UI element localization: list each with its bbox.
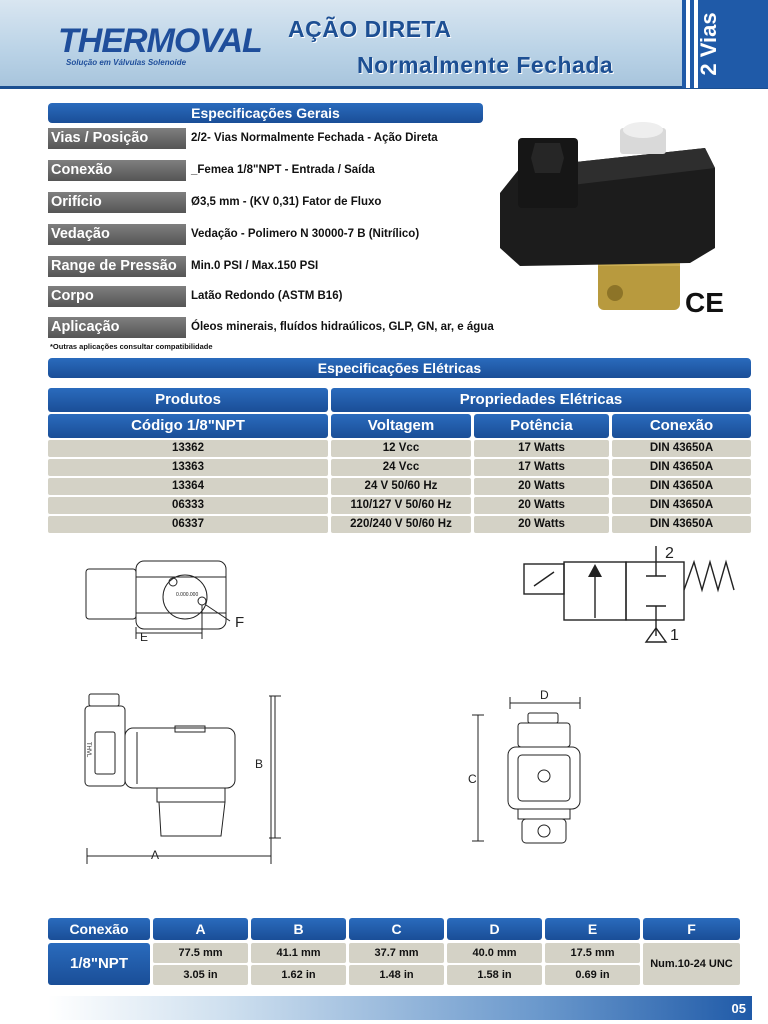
electrical-specs-title: Especificações Elétricas bbox=[48, 358, 751, 378]
spec-value: Ø3,5 mm - (KV 0,31) Fator de Fluxo bbox=[191, 196, 382, 208]
dimension-value: 3.05 in bbox=[153, 965, 248, 985]
spec-value: Vedação - Polimero N 30000-7 B (Nitrílico) bbox=[191, 228, 420, 240]
general-specs-title: Especificações Gerais bbox=[48, 103, 483, 123]
table-cell: 06337 bbox=[48, 516, 328, 533]
port-1-label: 1 bbox=[670, 627, 679, 644]
dimension-value: 37.7 mm bbox=[349, 943, 444, 963]
table-cell: 13362 bbox=[48, 440, 328, 457]
label-f: F bbox=[235, 614, 245, 631]
company-logo: THERMOVAL bbox=[58, 22, 262, 60]
dimension-value: 1.58 in bbox=[447, 965, 542, 985]
dimension-value: 40.0 mm bbox=[447, 943, 542, 963]
dimension-connection: 1/8"NPT bbox=[48, 943, 150, 985]
column-header: Voltagem bbox=[331, 414, 471, 438]
spec-label: Conexão bbox=[48, 160, 186, 181]
table-cell: 20 Watts bbox=[474, 516, 609, 533]
table-cell: 12 Vcc bbox=[331, 440, 471, 457]
dimension-value: 1.62 in bbox=[251, 965, 346, 985]
table-cell: DIN 43650A bbox=[612, 478, 751, 495]
dimension-header: E bbox=[545, 918, 640, 940]
column-header: Conexão bbox=[612, 414, 751, 438]
spec-label: Orifício bbox=[48, 192, 186, 213]
svg-text:0.000.000: 0.000.000 bbox=[176, 592, 199, 598]
spec-label: Vedação bbox=[48, 224, 186, 245]
dimension-header: Conexão bbox=[48, 918, 150, 940]
table-cell: 13363 bbox=[48, 459, 328, 476]
table-cell: DIN 43650A bbox=[612, 459, 751, 476]
ce-mark: CE bbox=[685, 287, 724, 318]
page-title-line1: AÇÃO DIRETA bbox=[288, 16, 452, 42]
dimension-value: 0.69 in bbox=[545, 965, 640, 985]
label-a: A bbox=[151, 848, 160, 862]
label-b: B bbox=[255, 757, 264, 771]
page-number: 05 bbox=[731, 1001, 746, 1016]
top-view-drawing bbox=[80, 555, 280, 655]
column-header: Potência bbox=[474, 414, 609, 438]
label-e: E bbox=[140, 630, 149, 644]
electrical-props-header: Propriedades Elétricas bbox=[331, 388, 751, 412]
spec-label: Corpo bbox=[48, 286, 186, 307]
spec-label: Vias / Posição bbox=[48, 128, 186, 149]
table-cell: 17 Watts bbox=[474, 459, 609, 476]
dimension-header: F bbox=[643, 918, 740, 940]
page-footer bbox=[48, 996, 752, 1020]
spec-value: Latão Redondo (ASTM B16) bbox=[191, 290, 343, 302]
dimension-header: A bbox=[153, 918, 248, 940]
products-header: Produtos bbox=[48, 388, 328, 412]
table-cell: DIN 43650A bbox=[612, 440, 751, 457]
product-photo bbox=[490, 108, 730, 323]
dimension-value: 77.5 mm bbox=[153, 943, 248, 963]
front-view-drawing bbox=[460, 685, 610, 855]
label-c: C bbox=[468, 772, 477, 786]
dimension-header: C bbox=[349, 918, 444, 940]
spec-value: Min.0 PSI / Max.150 PSI bbox=[191, 260, 319, 272]
dimension-value: 41.1 mm bbox=[251, 943, 346, 963]
table-cell: 220/240 V 50/60 Hz bbox=[331, 516, 471, 533]
company-tagline: Solução em Válvulas Solenoide bbox=[66, 58, 187, 67]
side-tab-label: 2 Vias bbox=[696, 12, 721, 76]
table-cell: 24 V 50/60 Hz bbox=[331, 478, 471, 495]
table-cell: 13364 bbox=[48, 478, 328, 495]
page-title-line2: Normalmente Fechada bbox=[357, 52, 614, 78]
column-header: Código 1/8"NPT bbox=[48, 414, 328, 438]
dimension-header: B bbox=[251, 918, 346, 940]
label-d: D bbox=[540, 688, 549, 702]
spec-value: _Femea 1/8"NPT - Entrada / Saída bbox=[191, 164, 375, 176]
table-cell: 20 Watts bbox=[474, 497, 609, 514]
spec-label: Range de Pressão bbox=[48, 256, 186, 277]
table-cell: 24 Vcc bbox=[331, 459, 471, 476]
table-cell: DIN 43650A bbox=[612, 497, 751, 514]
header-divider bbox=[0, 86, 768, 89]
table-cell: 20 Watts bbox=[474, 478, 609, 495]
spec-value: Óleos minerais, fluídos hidraúlicos, GLP, GN, ar, e água bbox=[191, 321, 494, 333]
spec-value: 2/2- Vias Normalmente Fechada - Ação Direta bbox=[191, 132, 438, 144]
table-cell: DIN 43650A bbox=[612, 516, 751, 533]
dimension-value: 1.48 in bbox=[349, 965, 444, 985]
valve-symbol-diagram bbox=[520, 540, 740, 650]
table-cell: 06333 bbox=[48, 497, 328, 514]
spec-label: Aplicação bbox=[48, 317, 186, 338]
svg-text:THVL: THVL bbox=[85, 742, 91, 758]
dimension-value: 17.5 mm bbox=[545, 943, 640, 963]
table-cell: 17 Watts bbox=[474, 440, 609, 457]
port-2-label: 2 bbox=[665, 545, 674, 562]
table-cell: 110/127 V 50/60 Hz bbox=[331, 497, 471, 514]
dimension-header: D bbox=[447, 918, 542, 940]
side-tab bbox=[682, 0, 768, 88]
side-view-drawing bbox=[75, 688, 295, 868]
dimension-f-value: Num.10-24 UNC bbox=[643, 943, 740, 985]
footnote: *Outras aplicações consultar compatibilidade bbox=[50, 342, 213, 351]
